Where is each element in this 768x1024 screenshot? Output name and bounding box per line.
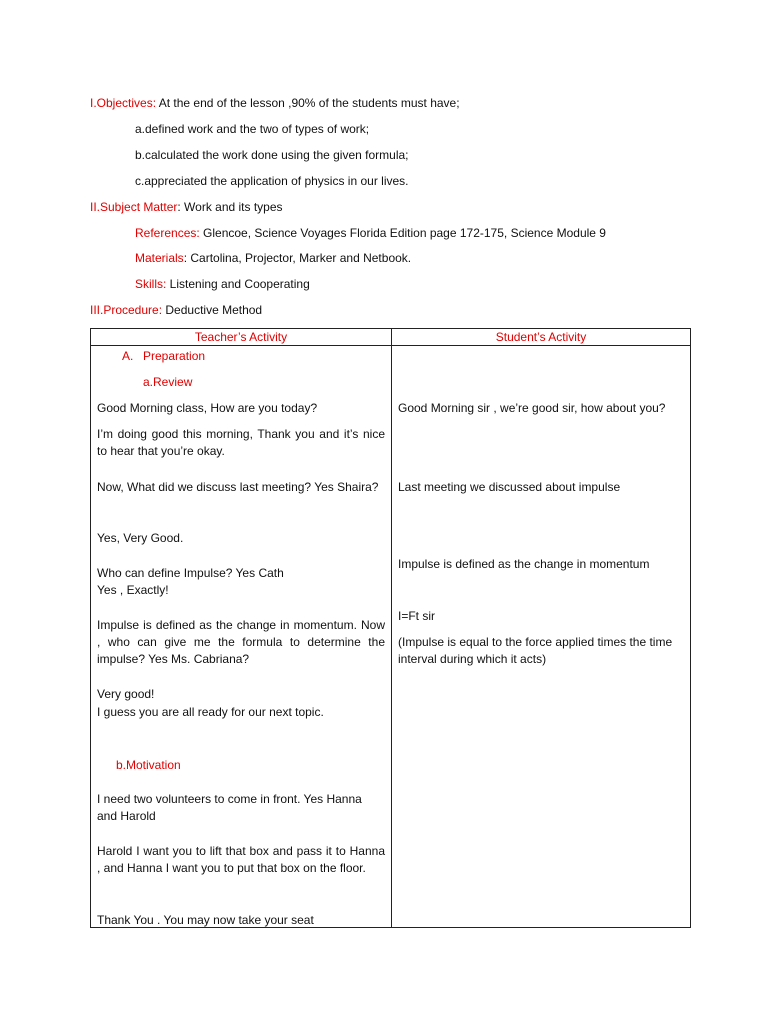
skills-line xyxy=(135,276,310,292)
student-formula: I=Ft sir xyxy=(398,609,436,623)
objectives-label: I.Objectives: xyxy=(90,96,157,110)
student-formula-explanation: (Impulse is equal to the force applied times the time interval during which it acts) xyxy=(398,635,673,666)
teacher-question-formula: Impulse is defined as the change in momentum. Now , who can give me the formula to determine the impulse? Yes Ms. Cabriana? xyxy=(97,618,385,666)
objective-item-b: b.calculated the work done using the given formula; xyxy=(135,148,409,162)
student-greeting: Good Morning sir , we’re good sir, how about you? xyxy=(398,401,666,415)
teacher-confirm: Yes , Exactly! xyxy=(97,583,169,597)
student-last-meeting: Last meeting we discussed about impulse xyxy=(398,480,621,494)
materials-label: Materials xyxy=(135,251,184,265)
objective-item-c: c.appreciated the application of physics in our lives. xyxy=(135,174,409,188)
references-text: Glencoe, Science Voyages Florida Edition page 172-175, Science Module 9 xyxy=(199,226,606,240)
procedure-label: III.Procedure: xyxy=(90,303,163,317)
preparation-letter: A. xyxy=(122,349,134,363)
references-line xyxy=(135,225,606,241)
teacher-instructions: Harold I want you to lift that box and pass it to Hanna , and Hanna I want you to put that box on the floor. xyxy=(97,844,385,875)
objectives-text: At the end of the lesson ,90% of the students must have; xyxy=(156,96,460,110)
preparation-label: Preparation xyxy=(143,349,206,363)
materials-line xyxy=(135,250,411,266)
skills-text: Listening and Cooperating xyxy=(166,277,310,291)
teacher-volunteers: I need two volunteers to come in front. Yes Hanna and Harold xyxy=(97,792,362,823)
procedure-text: Deductive Method xyxy=(162,303,263,317)
subject-matter-label: II.Subject Matter xyxy=(90,200,178,214)
review-label: a.Review xyxy=(143,375,193,389)
skills-label: Skills: xyxy=(135,277,167,291)
teacher-praise: Yes, Very Good. xyxy=(97,531,184,545)
references-label: References: xyxy=(135,226,200,240)
motivation-label: b.Motivation xyxy=(116,758,181,772)
column-divider xyxy=(391,329,392,927)
student-impulse-definition: Impulse is defined as the change in momentum xyxy=(398,557,650,571)
teacher-next-topic: I guess you are all ready for our next topic. xyxy=(97,705,324,719)
objectives-line xyxy=(90,95,460,111)
teacher-greeting: Good Morning class, How are you today? xyxy=(97,401,318,415)
procedure-line xyxy=(90,302,262,318)
teacher-question-last-meeting: Now, What did we discuss last meeting? Yes Shaira? xyxy=(97,480,379,494)
header-divider xyxy=(91,345,690,346)
teacher-activity-header: Teacher’s Activity xyxy=(194,330,288,344)
teacher-question-impulse: Who can define Impulse? Yes Cath xyxy=(97,566,284,580)
materials-text: : Cartolina, Projector, Marker and Netbook. xyxy=(183,251,412,265)
subject-matter-line xyxy=(90,199,283,215)
teacher-response-greeting: I’m doing good this morning, Thank you and it’s nice to hear that you’re okay. xyxy=(97,427,385,458)
teacher-thank-you: Thank You . You may now take your seat xyxy=(97,913,314,927)
teacher-very-good: Very good! xyxy=(97,687,155,701)
objective-item-a: a.defined work and the two of types of work; xyxy=(135,122,370,136)
student-activity-header: Student’s Activity xyxy=(495,330,587,344)
subject-matter-text: : Work and its types xyxy=(177,200,283,214)
activity-table xyxy=(90,328,691,928)
